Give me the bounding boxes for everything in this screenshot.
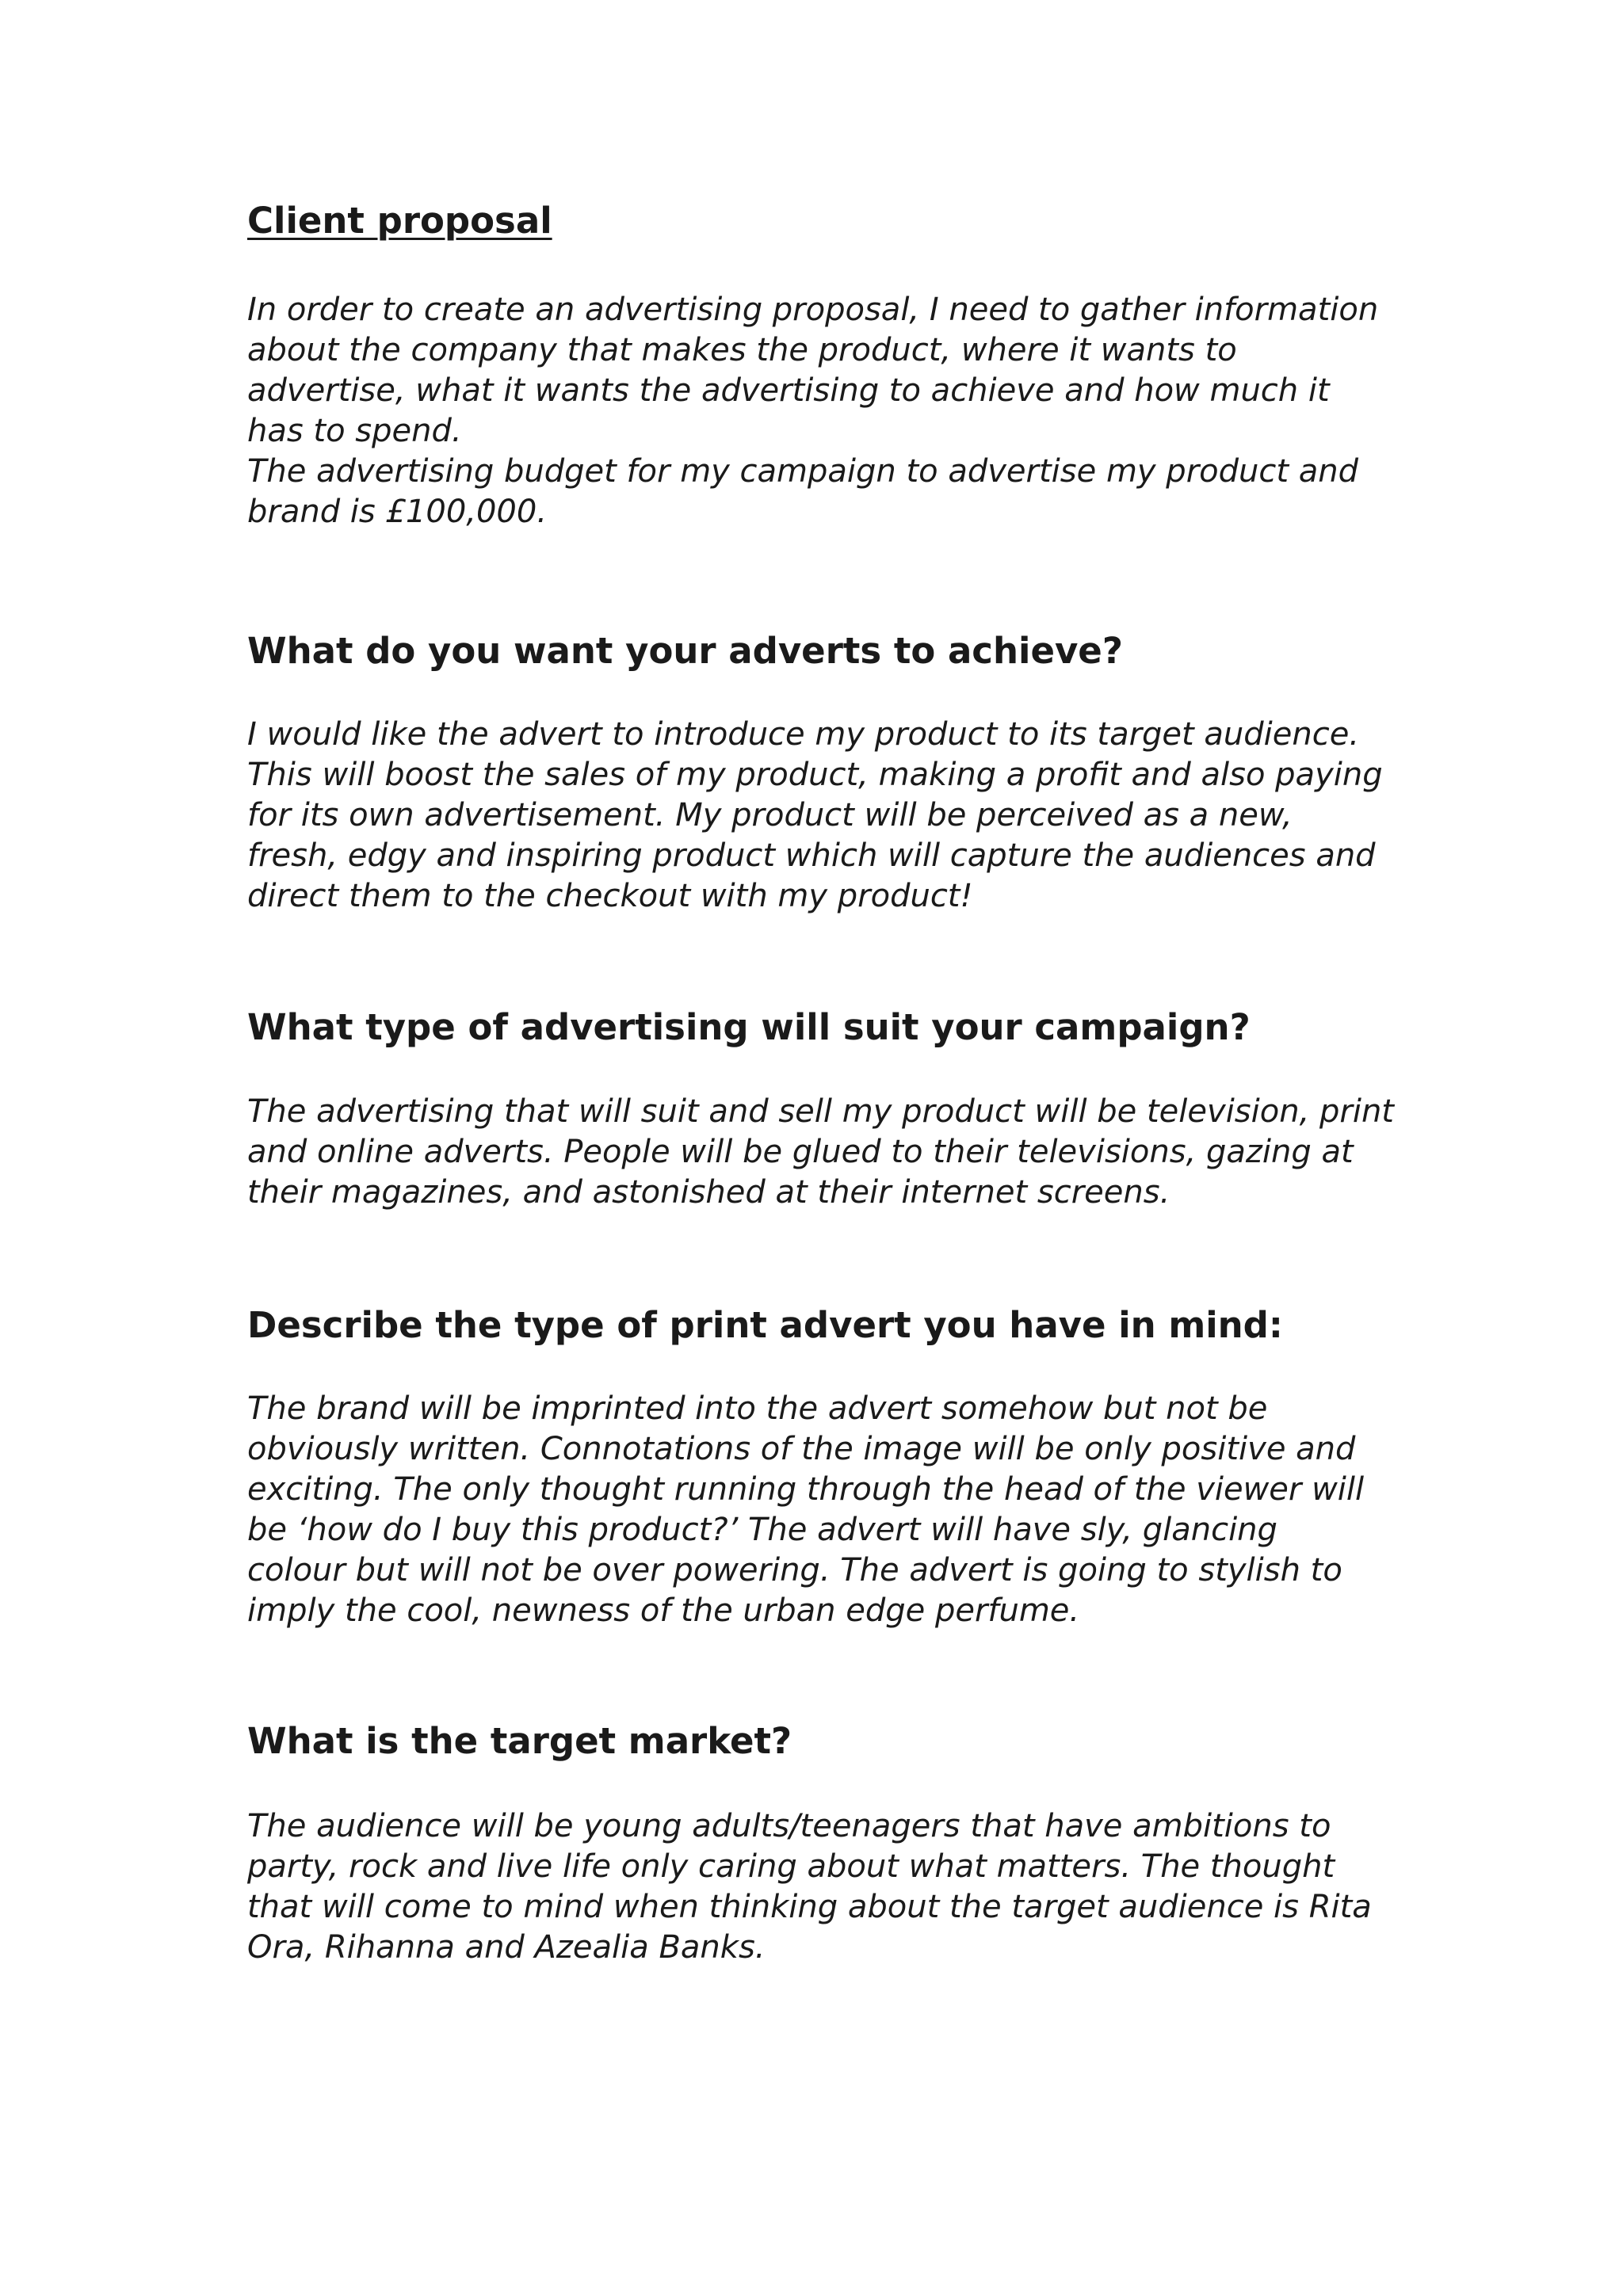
section-paragraph-target-market xyxy=(247,1806,1404,1968)
paragraph-line: and online adverts. People will be glued to their televisions, gazing at xyxy=(247,1134,1354,1170)
paragraph-line: fresh, edgy and inspiring product which will capture the audiences and xyxy=(247,837,1376,874)
intro-paragraph xyxy=(247,290,1404,532)
paragraph-line: has to spend. xyxy=(247,413,462,449)
paragraph-line: The audience will be young adults/teenagers that have ambitions to xyxy=(247,1808,1331,1844)
paragraph-line: This will boost the sales of my product, making a profit and also paying xyxy=(247,757,1383,793)
section-heading-target-market: What is the target market? xyxy=(247,1720,792,1762)
paragraph-line: I would like the advert to introduce my product to its target audience. xyxy=(247,716,1360,753)
paragraph-line: that will come to mind when thinking about the target audience is Rita xyxy=(247,1889,1372,1925)
paragraph-line: The advertising budget for my campaign to advertise my product and xyxy=(247,453,1358,490)
paragraph-line: In order to create an advertising proposal, I need to gather information xyxy=(247,292,1379,328)
section-heading-advertising-type: What type of advertising will suit your campaign? xyxy=(247,1006,1251,1048)
paragraph-line: their magazines, and astonished at their internet screens. xyxy=(247,1174,1170,1211)
paragraph-line: be ‘how do I buy this product?’ The advert will have sly, glancing xyxy=(247,1512,1277,1548)
paragraph-line: imply the cool, newness of the urban edge perfume. xyxy=(247,1592,1080,1629)
section-paragraph-print-advert xyxy=(247,1389,1404,1631)
paragraph-line: exciting. The only thought running through the head of the viewer will xyxy=(247,1471,1365,1508)
page-title: Client proposal xyxy=(247,200,552,242)
paragraph-line: party, rock and live life only caring about what matters. The thought xyxy=(247,1848,1335,1885)
paragraph-line: colour but will not be over powering. The advert is going to stylish to xyxy=(247,1552,1342,1589)
section-heading-print-advert: Describe the type of print advert you have in mind: xyxy=(247,1304,1283,1346)
paragraph-line: direct them to the checkout with my product! xyxy=(247,878,973,914)
section-heading-achieve: What do you want your adverts to achieve? xyxy=(247,630,1123,672)
paragraph-line: Ora, Rihanna and Azealia Banks. xyxy=(247,1929,766,1966)
paragraph-line: for its own advertisement. My product will be perceived as a new, xyxy=(247,797,1293,833)
section-paragraph-achieve xyxy=(247,715,1404,917)
paragraph-line: advertise, what it wants the advertising to achieve and how much it xyxy=(247,372,1330,409)
paragraph-line: obviously written. Connotations of the image will be only positive and xyxy=(247,1431,1356,1467)
paragraph-line: The brand will be imprinted into the advert somehow but not be xyxy=(247,1390,1268,1427)
section-paragraph-advertising-type xyxy=(247,1092,1404,1213)
paragraph-line: brand is £100,000. xyxy=(247,494,548,530)
paragraph-line: The advertising that will suit and sell my product will be television, print xyxy=(247,1093,1394,1130)
paragraph-line: about the company that makes the product, where it wants to xyxy=(247,332,1237,368)
